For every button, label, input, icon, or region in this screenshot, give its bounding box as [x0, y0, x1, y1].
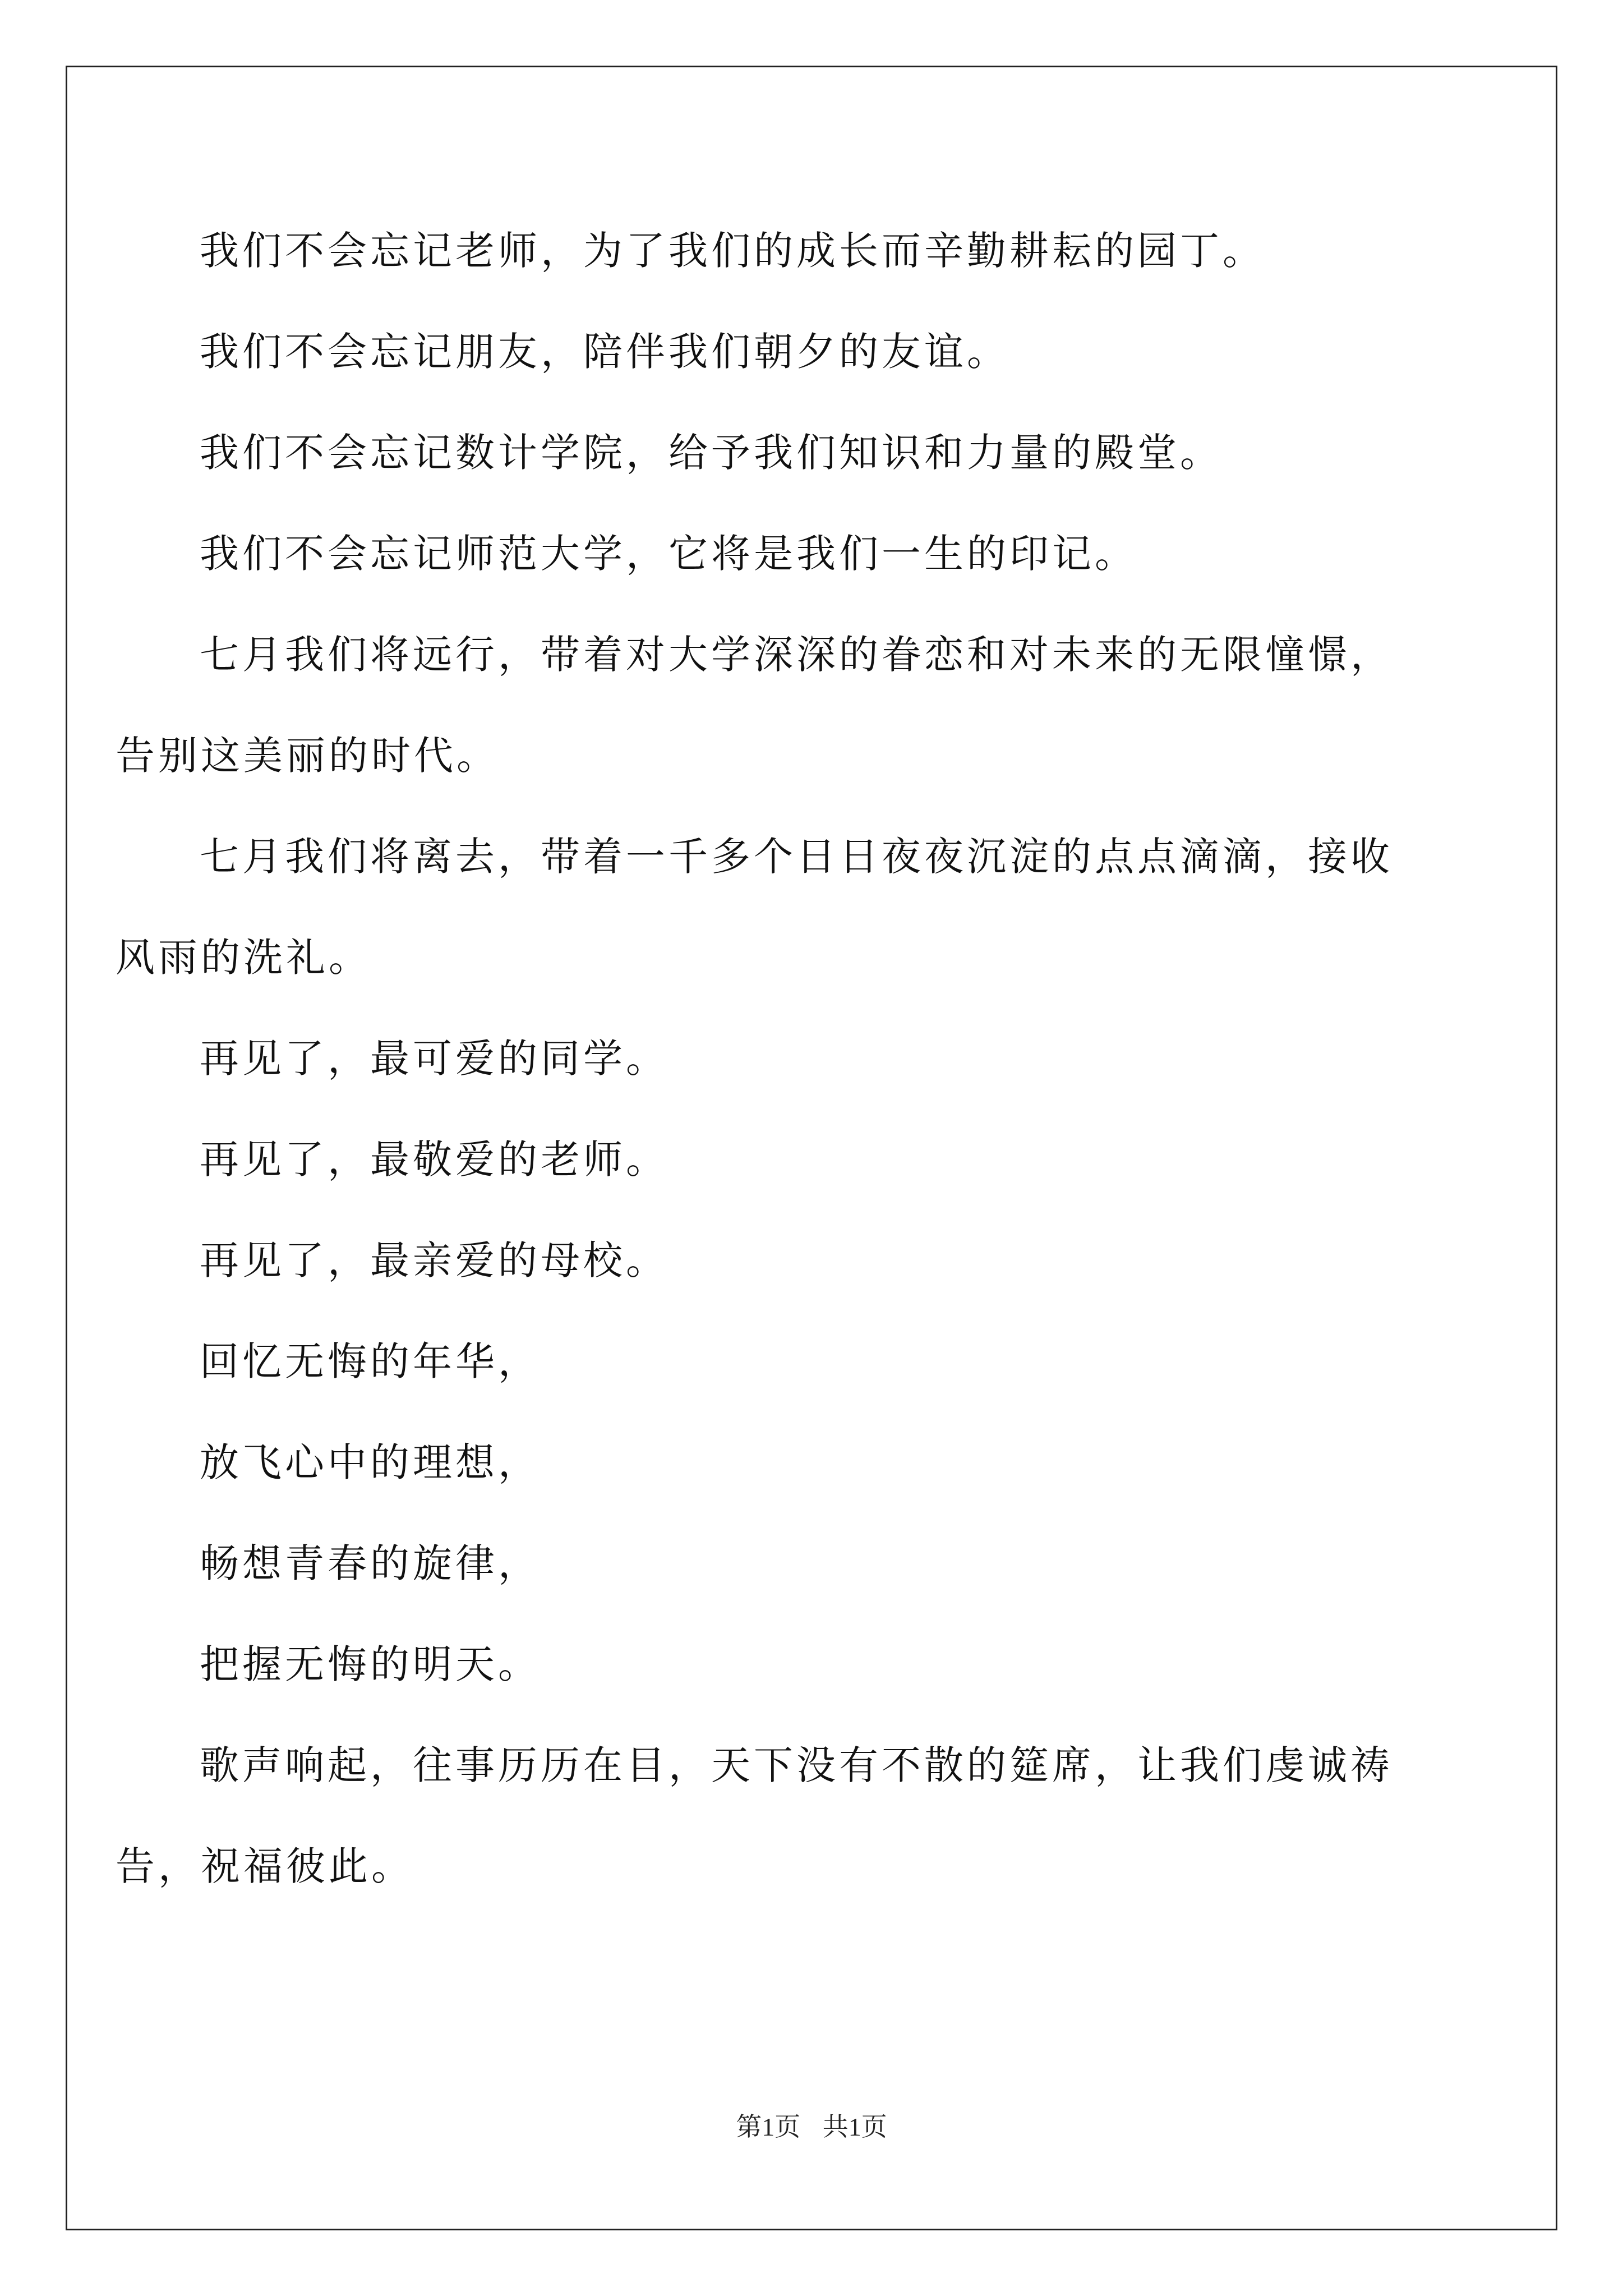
paragraph-2: 我们不会忘记朋友，陪伴我们朝夕的友谊。 [200, 329, 1009, 375]
paragraph-3: 我们不会忘记数计学院，给予我们知识和力量的殿堂。 [200, 430, 1223, 476]
page-footer [0, 2106, 1623, 2143]
paragraph-6-cont: 风雨的洗礼。 [116, 935, 371, 981]
paragraph-5: 七月我们将远行，带着对大学深深的眷恋和对未来的无限憧憬， [200, 632, 1393, 678]
paragraph-4: 我们不会忘记师范大学，它将是我们一生的印记。 [200, 531, 1137, 577]
paragraph-14-cont: 告，祝福彼此。 [116, 1843, 414, 1889]
paragraph-1: 我们不会忘记老师，为了我们的成长而辛勤耕耘的园丁。 [200, 228, 1265, 274]
paragraph-11: 放飞心中的理想， [200, 1439, 541, 1485]
paragraph-6: 七月我们将离去，带着一千多个日日夜夜沉淀的点点滴滴，接收 [200, 834, 1393, 880]
paragraph-7: 再见了，最可爱的同学。 [200, 1036, 668, 1082]
paragraph-13: 把握无悔的明天。 [200, 1641, 541, 1687]
paragraph-14: 歌声响起，往事历历在目，天下没有不散的筵席，让我们虔诚祷 [200, 1742, 1393, 1788]
paragraph-12: 畅想青春的旋律， [200, 1540, 541, 1586]
paragraph-10: 回忆无悔的年华， [200, 1338, 541, 1384]
page-number-total: 共1页 [822, 2113, 887, 2141]
paragraph-5-cont: 告别这美丽的时代。 [116, 733, 499, 779]
paragraph-9: 再见了，最亲爱的母校。 [200, 1237, 668, 1283]
paragraph-8: 再见了，最敬爱的老师。 [200, 1137, 668, 1182]
page-number-current: 第1页 [736, 2113, 801, 2141]
